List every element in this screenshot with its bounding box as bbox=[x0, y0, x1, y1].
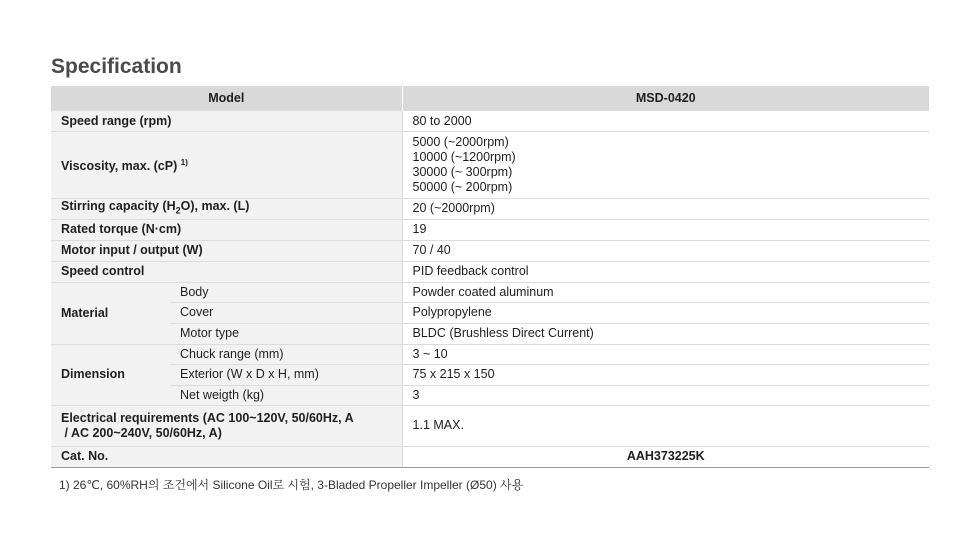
table-row bbox=[51, 385, 929, 405]
row-value: 1.1 MAX. bbox=[402, 405, 929, 446]
sub-label: Chuck range (mm) bbox=[170, 344, 402, 364]
table-header-row bbox=[51, 86, 929, 111]
table-row bbox=[51, 446, 929, 467]
row-value: Powder coated aluminum bbox=[402, 282, 929, 302]
row-value: 80 to 2000 bbox=[402, 111, 929, 132]
table-row bbox=[51, 282, 929, 302]
stirring-label: Stirring capacity (H bbox=[61, 199, 176, 213]
sub-label: Motor type bbox=[170, 323, 402, 344]
row-label: Rated torque (N·cm) bbox=[51, 219, 402, 240]
electrical-label-line: Electrical requirements (AC 100~120V, 50/60Hz, A bbox=[61, 410, 354, 425]
table-row bbox=[51, 240, 929, 261]
table-row bbox=[51, 302, 929, 323]
row-value: 75 x 215 x 150 bbox=[402, 364, 929, 385]
row-label bbox=[51, 199, 402, 220]
row-label bbox=[51, 405, 402, 446]
row-value: 70 / 40 bbox=[402, 240, 929, 261]
specification-table bbox=[51, 86, 929, 468]
row-value: 3 bbox=[402, 385, 929, 405]
model-value-header: MSD-0420 bbox=[402, 86, 929, 111]
page-title: Specification bbox=[51, 55, 182, 78]
group-label: Dimension bbox=[51, 344, 170, 405]
table-row bbox=[51, 261, 929, 282]
group-label: Material bbox=[51, 282, 170, 344]
viscosity-value: 10000 (~1200rpm) bbox=[412, 150, 516, 164]
row-value: PID feedback control bbox=[402, 261, 929, 282]
table-row bbox=[51, 405, 929, 446]
row-label bbox=[51, 132, 402, 199]
table-row bbox=[51, 111, 929, 132]
catalog-number: AAH373225K bbox=[402, 446, 929, 467]
table-row bbox=[51, 344, 929, 364]
row-value: BLDC (Brushless Direct Current) bbox=[402, 323, 929, 344]
model-header: Model bbox=[51, 86, 402, 111]
row-label: Motor input / output (W) bbox=[51, 240, 402, 261]
row-value: 20 (~2000rpm) bbox=[402, 199, 929, 220]
row-label: Speed control bbox=[51, 261, 402, 282]
row-label: Cat. No. bbox=[51, 446, 402, 467]
sub-label: Cover bbox=[170, 302, 402, 323]
table-row bbox=[51, 364, 929, 385]
sub-label: Body bbox=[170, 282, 402, 302]
sub-label: Exterior (W x D x H, mm) bbox=[170, 364, 402, 385]
sub-label: Net weigth (kg) bbox=[170, 385, 402, 405]
viscosity-value: 30000 (~ 300rpm) bbox=[412, 165, 513, 179]
table-row bbox=[51, 323, 929, 344]
table-row bbox=[51, 132, 929, 199]
viscosity-label: Viscosity, max. (cP) bbox=[61, 159, 178, 174]
row-value: 19 bbox=[402, 219, 929, 240]
viscosity-value: 50000 (~ 200rpm) bbox=[412, 180, 513, 194]
table-row bbox=[51, 219, 929, 240]
row-value bbox=[402, 132, 929, 199]
table-row bbox=[51, 199, 929, 220]
stirring-label-subscript: 2 bbox=[175, 205, 181, 216]
row-value: 3 ~ 10 bbox=[402, 344, 929, 364]
electrical-label-line: / AC 200~240V, 50/60Hz, A) bbox=[61, 425, 222, 440]
viscosity-value: 5000 (~2000rpm) bbox=[412, 135, 509, 149]
row-label: Speed range (rpm) bbox=[51, 111, 402, 132]
footnote: 1) 26℃, 60%RH의 조건에서 Silicone Oil로 시험, 3-Bladed Propeller Impeller (Ø50) 사용 bbox=[59, 478, 524, 492]
row-value: Polypropylene bbox=[402, 302, 929, 323]
stirring-label-end: O), max. (L) bbox=[180, 199, 250, 213]
footnote-marker: 1) bbox=[180, 158, 188, 168]
